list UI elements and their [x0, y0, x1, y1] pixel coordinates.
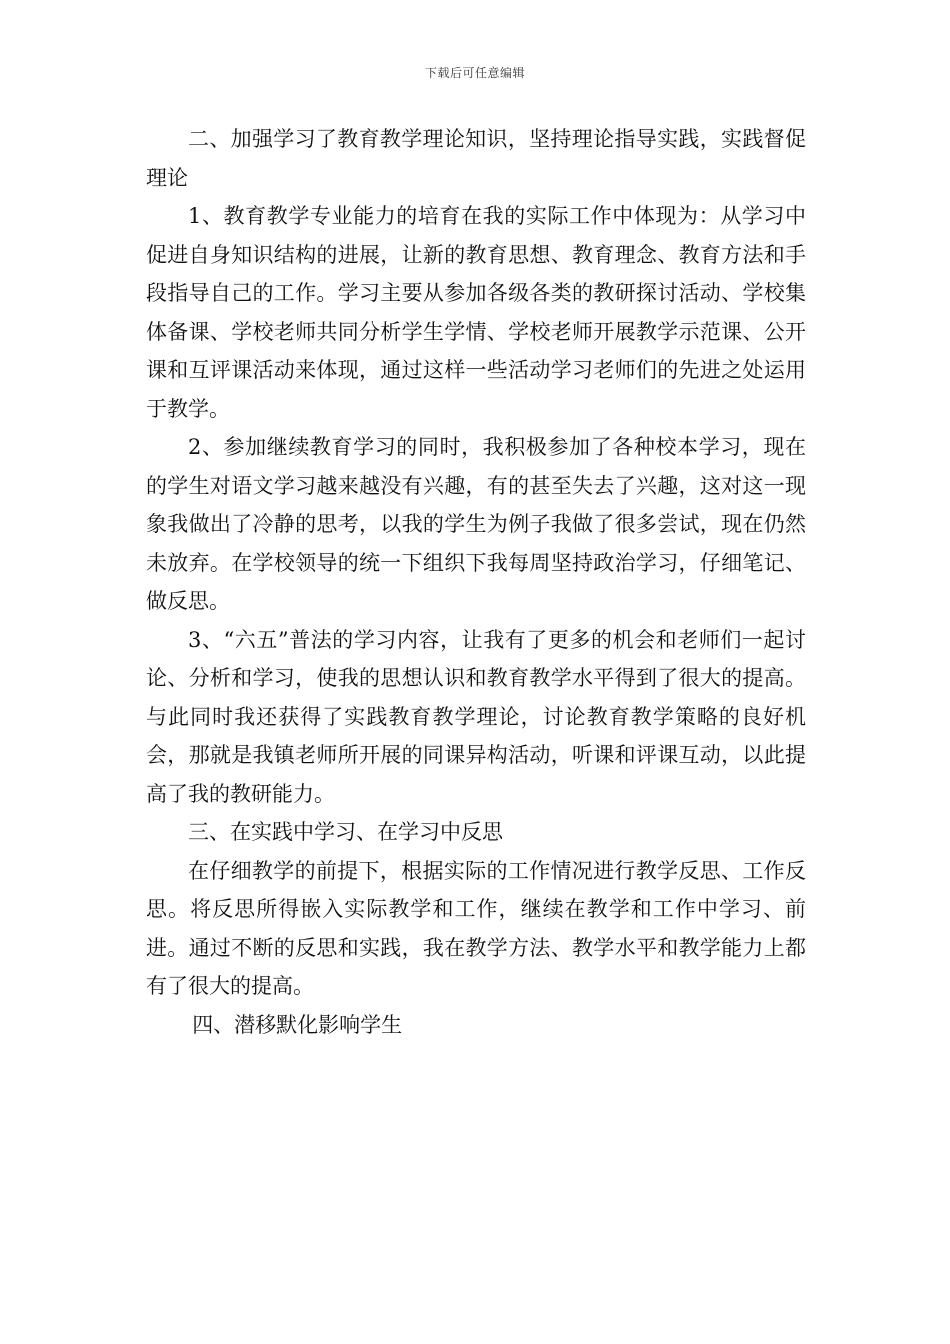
section-heading-4: 四、潜移默化影响学生	[192, 1012, 403, 1037]
paragraph-item-1: 1、教育教学专业能力的培育在我的实际工作中体现为：从学习中促进自身知识结构的进展，让新的教育思想、教育理念、教育方法和手段指导自己的工作。学习主要从参加各级各类的教研探讨活动、学校集体备课、学校老师共同分析学生学情、学校老师开展教学示范课、公开课和互评课活动来体现，通过这样一些活动学习老师们的先进之处运用于教学。	[146, 204, 806, 421]
section-heading-2: 二、加强学习了教育教学理论知识，坚持理论指导实践，实践督促理论	[146, 127, 806, 190]
paragraph-reflection: 在仔细教学的前提下，根据实际的工作情况进行教学反思、工作反思。将反思所得嵌入实际教学和工作，继续在教学和工作中学习、前进。通过不断的反思和实践，我在教学方法、教学水平和教学能力上都有了很大的提高。	[146, 858, 806, 998]
paragraph-item-3: 3、“六五”普法的学习内容，让我有了更多的机会和老师们一起讨论、分析和学习，使我的思想认识和教育教学水平得到了很大的提高。与此同时我还获得了实践教育教学理论，讨论教育教学策略的良好机会，那就是我镇老师所开展的同课异构活动，听课和评课互动，以此提高了我的教研能力。	[146, 627, 806, 806]
section-heading-3: 三、在实践中学习、在学习中反思	[188, 820, 503, 844]
page-header: 下载后可任意编辑	[424, 66, 525, 80]
paragraph-item-2: 2、参加继续教育学习的同时，我积极参加了各种校本学习，现在的学生对语文学习越来越没有兴趣，有的甚至失去了兴趣，这对这一现象我做出了冷静的思考，以我的学生为例子我做了很多尝试，现在仍然未放弃。在学校领导的统一下组织下我每周坚持政治学习，仔细笔记、做反思。	[146, 435, 806, 613]
document-body	[146, 120, 806, 1044]
